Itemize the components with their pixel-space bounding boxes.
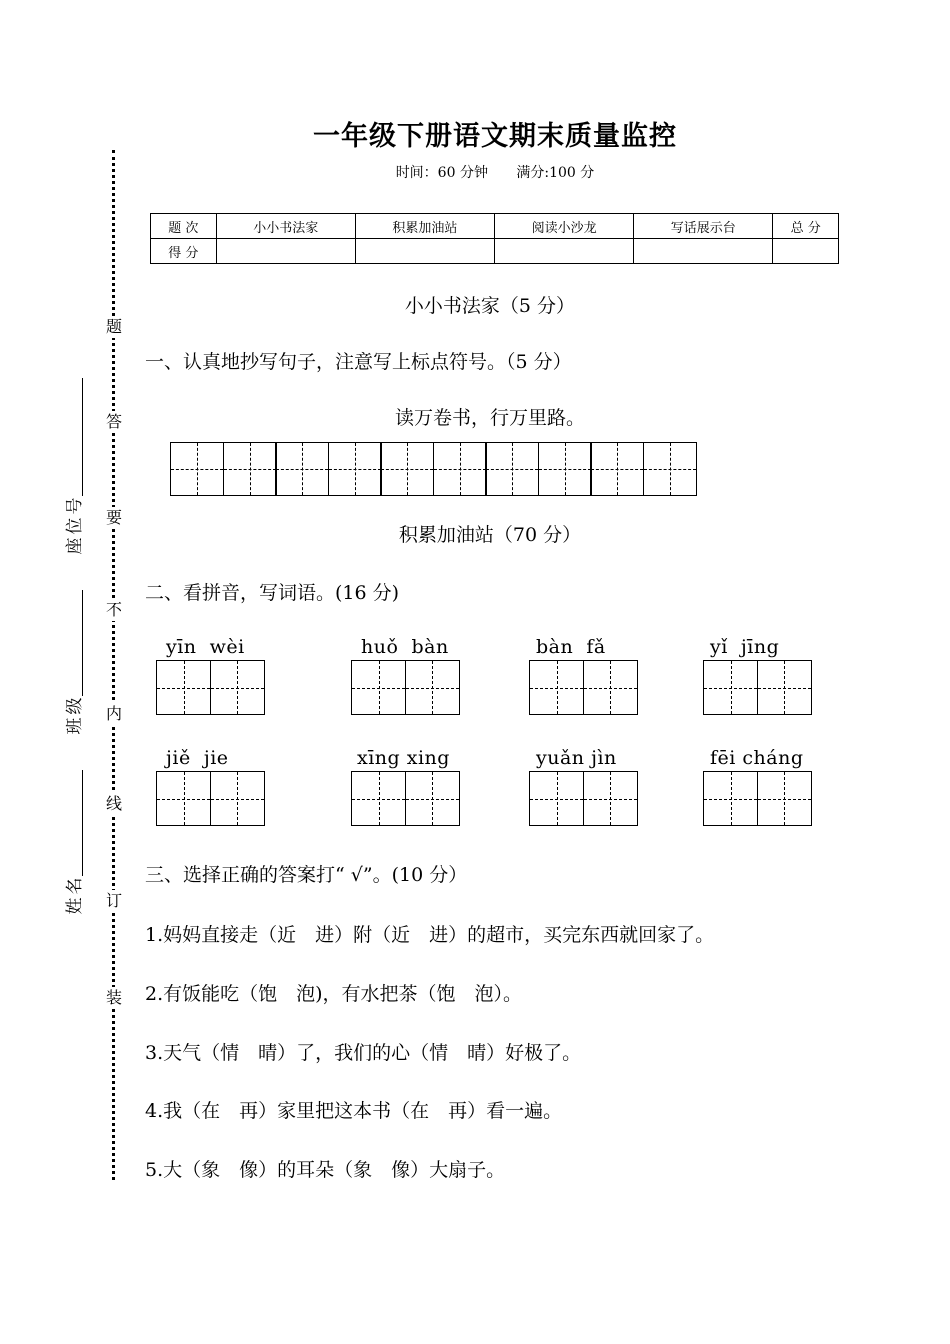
score-cell[interactable]	[634, 239, 773, 264]
writing-cell[interactable]	[583, 771, 638, 826]
name-line[interactable]	[82, 770, 83, 876]
margin-warning-char: 答	[105, 412, 122, 431]
score-row-label: 得 分	[151, 239, 217, 264]
pinyin-syllable: bàn	[536, 636, 574, 658]
margin-warning-char: 要	[105, 508, 122, 527]
writing-cell[interactable]	[210, 771, 265, 826]
score-header-cell: 题 次	[151, 214, 217, 239]
writing-cell[interactable]	[757, 660, 812, 715]
score-cell[interactable]	[494, 239, 633, 264]
writing-cell[interactable]	[275, 442, 329, 496]
class-line[interactable]	[82, 590, 83, 696]
margin-warning-char: 线	[105, 794, 122, 813]
class-label: 级 班	[65, 697, 85, 735]
exam-title: 一年级下册语文期末质量监控	[313, 121, 677, 152]
question-2: 二、看拼音，写词语。(16 分)	[145, 582, 400, 604]
writing-cell[interactable]	[156, 660, 211, 715]
pinyin-syllable: wèi	[209, 636, 245, 658]
pinyin-syllable: xīng	[357, 747, 401, 769]
writing-cell[interactable]	[223, 442, 277, 496]
score-table-header-row	[151, 214, 839, 239]
copy-writing-grid[interactable]	[170, 442, 697, 496]
pinyin-syllable: huǒ	[361, 636, 399, 658]
choice-item[interactable]: 2.有饭能吃（饱 泡)，有水把茶（饱 泡）。	[145, 983, 523, 1005]
margin-warning-char: 题	[105, 317, 122, 336]
writing-cell[interactable]	[210, 660, 265, 715]
seat-number-line[interactable]	[82, 378, 83, 496]
pinyin-syllable: jìn	[591, 747, 617, 769]
writing-cell[interactable]	[405, 771, 460, 826]
margin-warning-char: 内	[105, 704, 122, 723]
writing-cell[interactable]	[757, 771, 812, 826]
pinyin-word	[529, 634, 641, 715]
pinyin-word	[156, 634, 268, 715]
score-table-score-row	[151, 239, 839, 264]
question-3: 三、选择正确的答案打“ √”。(10 分）	[145, 864, 468, 886]
writing-cell[interactable]	[529, 771, 584, 826]
score-cell[interactable]	[773, 239, 839, 264]
score-table	[150, 213, 839, 264]
writing-cell[interactable]	[328, 442, 382, 496]
pinyin-syllable: bàn	[411, 636, 449, 658]
pinyin-word	[351, 634, 463, 715]
score-header-cell: 小小书法家	[216, 214, 355, 239]
exam-time: 时间：60 分钟	[395, 165, 488, 181]
writing-cell[interactable]	[433, 442, 487, 496]
score-header-cell: 阅读小沙龙	[494, 214, 633, 239]
writing-cell[interactable]	[538, 442, 592, 496]
pinyin-word	[703, 745, 815, 826]
score-cell[interactable]	[355, 239, 494, 264]
score-header-cell: 总 分	[773, 214, 839, 239]
exam-full-score: 满分:100 分	[516, 165, 595, 181]
pinyin-syllable: yǐ	[710, 636, 728, 658]
margin-warning-char: 不	[105, 600, 122, 619]
pinyin-syllable: fǎ	[586, 636, 606, 658]
pinyin-word	[156, 745, 268, 826]
question-1: 一、认真地抄写句子，注意写上标点符号。（5 分）	[145, 351, 572, 373]
writing-cell[interactable]	[170, 442, 224, 496]
section-title-accumulation: 积累加油站（70 分）	[398, 524, 582, 546]
pinyin-syllable: yuǎn	[536, 747, 585, 769]
pinyin-word	[351, 745, 463, 826]
pinyin-syllable: cháng	[742, 747, 804, 769]
section-title-calligraphy: 小小书法家（5 分）	[404, 295, 576, 317]
pinyin-syllable: jīng	[740, 636, 780, 658]
pinyin-syllable: jie	[203, 747, 229, 769]
pinyin-syllable: fēi	[710, 747, 736, 769]
choice-item[interactable]: 3.天气（情 晴）了，我们的心（情 晴）好极了。	[145, 1042, 582, 1064]
writing-cell[interactable]	[703, 771, 758, 826]
seat-number-label: 号 位 座	[65, 497, 85, 555]
margin-warning-char: 订	[105, 891, 122, 910]
writing-cell[interactable]	[583, 660, 638, 715]
name-label: 名 姓	[65, 877, 85, 915]
pinyin-syllable: xing	[406, 747, 450, 769]
exam-info	[0, 162, 950, 182]
copy-sentence: 读万卷书，行万里路。	[394, 407, 585, 429]
writing-cell[interactable]	[380, 442, 434, 496]
choice-item[interactable]: 4.我（在 再）家里把这本书（在 再）看一遍。	[145, 1100, 563, 1122]
pinyin-syllable: yīn	[166, 636, 197, 658]
margin-warning-char: 装	[105, 988, 122, 1007]
choice-item[interactable]: 5.大（象 像）的耳朵（象 像）大扇子。	[145, 1159, 506, 1181]
writing-cell[interactable]	[703, 660, 758, 715]
writing-cell[interactable]	[590, 442, 644, 496]
score-header-cell: 写话展示台	[634, 214, 773, 239]
writing-cell[interactable]	[643, 442, 697, 496]
writing-cell[interactable]	[351, 771, 406, 826]
writing-cell[interactable]	[156, 771, 211, 826]
choice-item[interactable]: 1.妈妈直接走（近 进）附（近 进）的超市，买完东西就回家了。	[145, 924, 715, 946]
writing-cell[interactable]	[529, 660, 584, 715]
writing-cell[interactable]	[405, 660, 460, 715]
writing-cell[interactable]	[485, 442, 539, 496]
pinyin-syllable: jiě	[166, 747, 191, 769]
pinyin-word	[703, 634, 815, 715]
score-cell[interactable]	[216, 239, 355, 264]
pinyin-word	[529, 745, 641, 826]
score-header-cell: 积累加油站	[355, 214, 494, 239]
writing-cell[interactable]	[351, 660, 406, 715]
